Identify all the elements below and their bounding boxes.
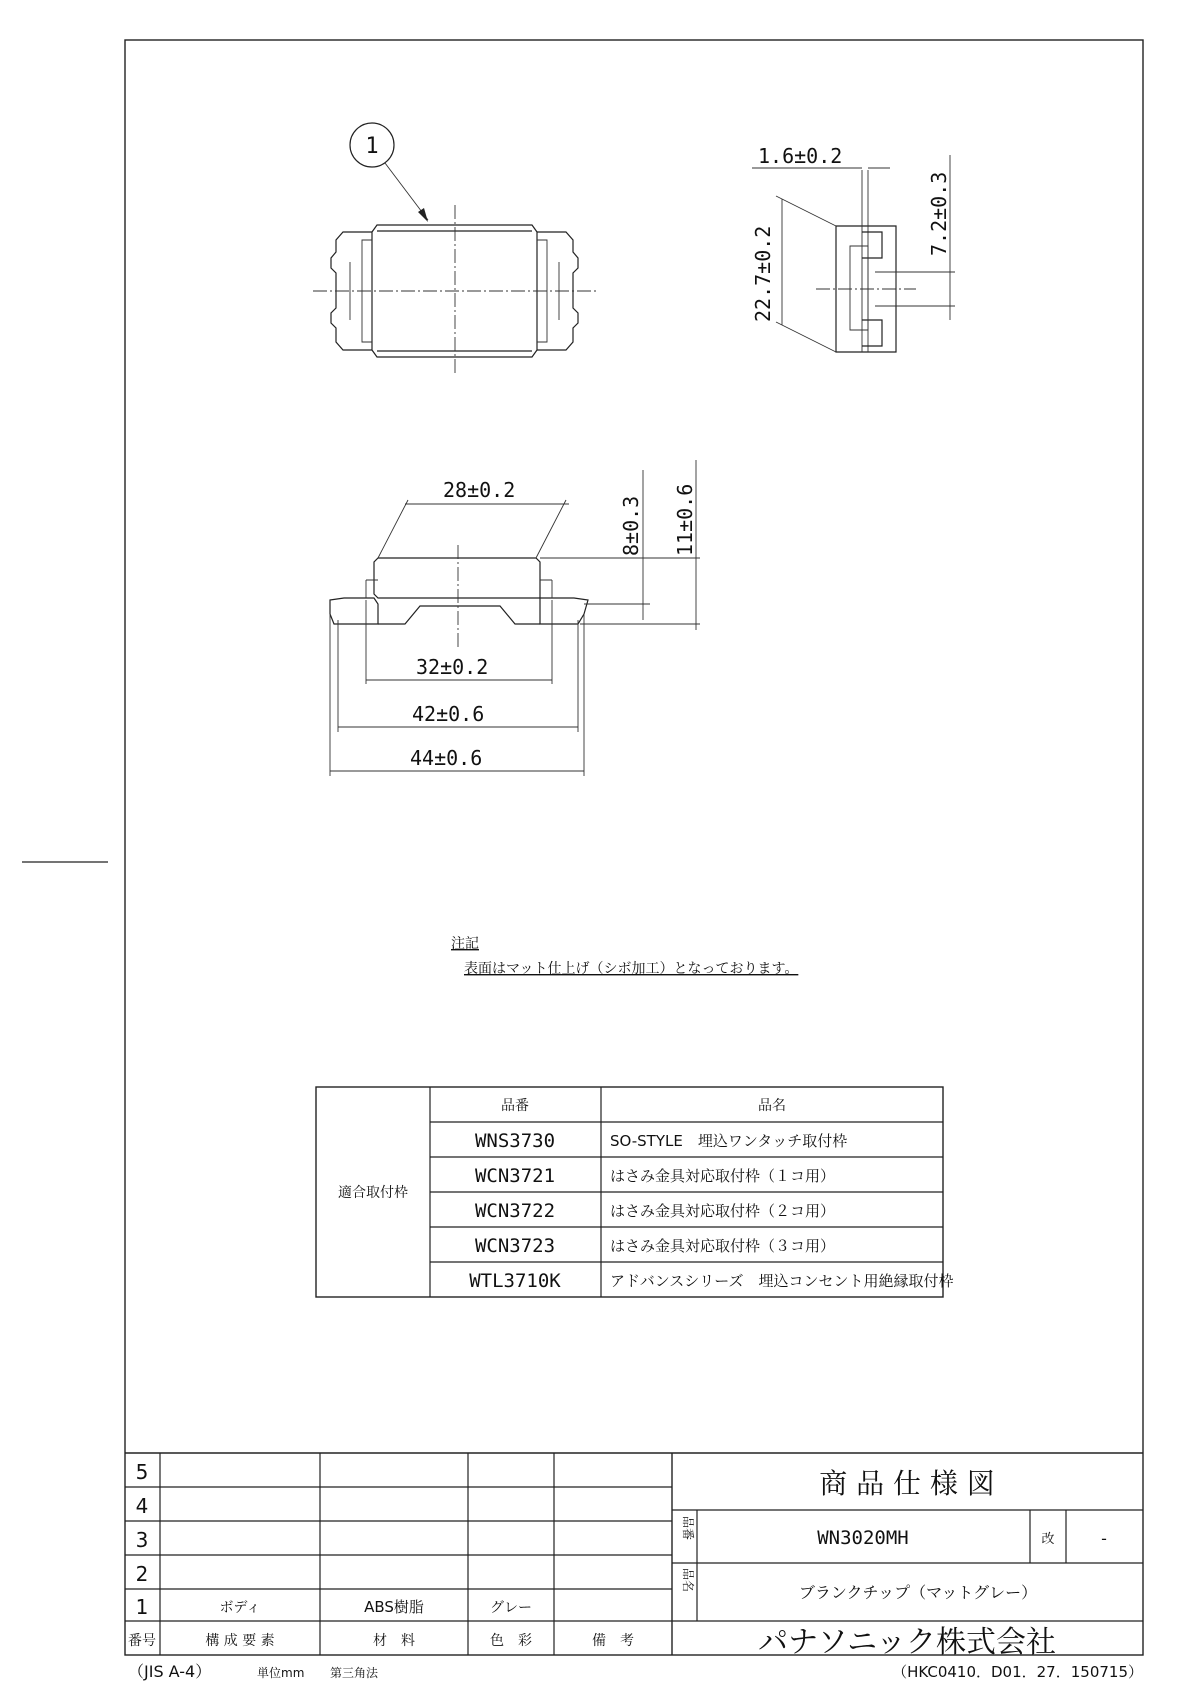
compat-header-code: 品番 bbox=[501, 1098, 529, 1114]
rev-number: 4 bbox=[135, 1494, 149, 1518]
front-view bbox=[313, 123, 596, 375]
note-block bbox=[451, 936, 798, 977]
note-heading: 注記 bbox=[451, 936, 479, 952]
rev-number: 1 bbox=[135, 1595, 149, 1619]
footer-doc-code: （HKC0410．D01．27．150715） bbox=[892, 1663, 1143, 1681]
bottom-profile bbox=[378, 606, 540, 624]
revision-label: 改 bbox=[1041, 1532, 1055, 1547]
part-balloon-label: 1 bbox=[365, 134, 379, 159]
product-name: ブランクチップ（マットグレー） bbox=[798, 1583, 1038, 1602]
color-cell: グレー bbox=[490, 1600, 532, 1616]
footer-standard: （JIS A-4） bbox=[128, 1662, 212, 1681]
compat-row-name: はさみ金具対応取付枠（１コ用） bbox=[610, 1167, 836, 1185]
compat-header-name: 品名 bbox=[758, 1098, 786, 1114]
dim-bottom-w1: 32±0.2 bbox=[416, 655, 489, 679]
part-number: WN3020MH bbox=[817, 1527, 909, 1549]
header-material: 材 料 bbox=[373, 1633, 415, 1649]
compat-row-code: WCN3723 bbox=[474, 1235, 556, 1257]
material-cell: ABS樹脂 bbox=[364, 1598, 424, 1616]
compat-row-name: はさみ金具対応取付枠（３コ用） bbox=[610, 1237, 836, 1255]
compat-row-name: SO-STYLE 埋込ワンタッチ取付枠 bbox=[610, 1132, 848, 1150]
footer-unit: 単位mm bbox=[257, 1666, 305, 1680]
compat-row-code: WNS3730 bbox=[474, 1130, 556, 1152]
rev-number: 5 bbox=[135, 1460, 149, 1484]
dim-height-2: 11±0.6 bbox=[673, 483, 697, 556]
drawing-frame bbox=[125, 40, 1143, 1655]
bottom-left-flange bbox=[330, 598, 378, 624]
balloon-arrow bbox=[418, 208, 428, 222]
dim-top-width: 28±0.2 bbox=[443, 478, 516, 502]
bottom-view bbox=[330, 460, 700, 776]
rev-number: 2 bbox=[135, 1562, 149, 1586]
rev-number: 3 bbox=[135, 1528, 149, 1552]
product-name-label: 品名 bbox=[681, 1568, 695, 1593]
title-block bbox=[125, 1453, 1143, 1660]
company-name: パナソニック株式会社 bbox=[758, 1625, 1056, 1660]
header-number: 番号 bbox=[128, 1633, 156, 1649]
compat-row-code: WCN3722 bbox=[474, 1200, 556, 1222]
compat-row-code: WCN3721 bbox=[474, 1165, 556, 1187]
note-text: 表面はマット仕上げ（シボ加工）となっております。 bbox=[464, 961, 799, 977]
compat-table bbox=[316, 1087, 954, 1297]
compat-group-label: 適合取付枠 bbox=[338, 1185, 408, 1201]
compat-row-name: アドバンスシリーズ 埋込コンセント用絶縁取付枠 bbox=[610, 1272, 954, 1290]
revision-value: - bbox=[1101, 1529, 1107, 1548]
dim-bottom-w3: 44±0.6 bbox=[410, 746, 483, 770]
dim-side-height: 22.7±0.2 bbox=[751, 225, 775, 322]
component-cell: ボディ bbox=[219, 1600, 261, 1616]
dim-side-width: 1.6±0.2 bbox=[758, 144, 843, 168]
compat-row-name: はさみ金具対応取付枠（２コ用） bbox=[610, 1202, 836, 1220]
bottom-right-flange bbox=[540, 598, 588, 624]
side-view bbox=[751, 144, 955, 352]
footer-projection: 第三角法 bbox=[330, 1666, 379, 1680]
dim-side-offset: 7.2±0.3 bbox=[927, 171, 951, 256]
dim-bottom-w2: 42±0.6 bbox=[412, 702, 485, 726]
bottom-body bbox=[374, 558, 540, 598]
header-color: 色 彩 bbox=[490, 1633, 532, 1649]
part-number-label: 品番 bbox=[681, 1516, 695, 1541]
compat-row-code: WTL3710K bbox=[469, 1270, 561, 1292]
header-remarks: 備 考 bbox=[592, 1633, 634, 1649]
header-component: 構 成 要 素 bbox=[205, 1633, 275, 1649]
dim-height-1: 8±0.3 bbox=[619, 495, 643, 556]
bottom-tabs bbox=[366, 580, 552, 598]
doc-title: 商 品 仕 様 図 bbox=[819, 1467, 995, 1500]
